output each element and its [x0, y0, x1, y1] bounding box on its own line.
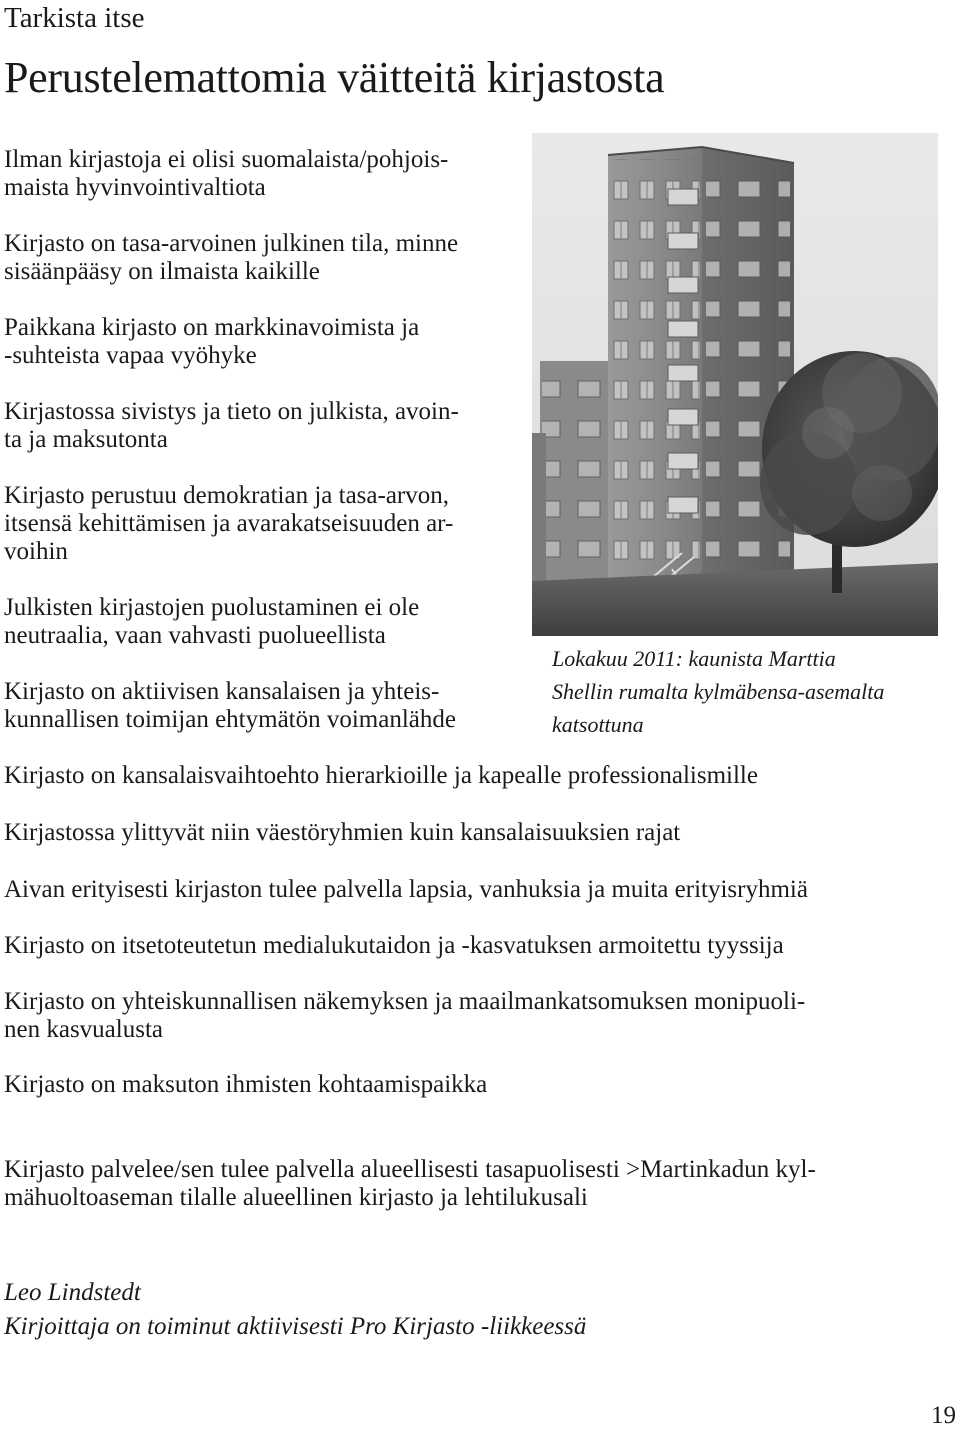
claim-paragraph	[4, 876, 954, 904]
building-photo-image	[532, 133, 938, 636]
claim-line: Kirjasto perustuu demokratian ja tasa-arvon,	[4, 482, 449, 509]
claim-line: maista hyvinvointivaltiota	[4, 174, 266, 201]
claims-left-column	[4, 146, 532, 762]
claim-paragraph	[4, 482, 532, 566]
claim-paragraph	[4, 678, 532, 734]
claim-paragraph	[4, 230, 532, 286]
claim-line: -suhteista vapaa vyöhyke	[4, 342, 257, 369]
claim-paragraph	[4, 1156, 954, 1212]
claim-line: Kirjastossa ylittyvät niin väestöryhmien kuin kansalaisuuksien rajat	[4, 819, 681, 846]
claim-line: nen kasvualusta	[4, 1016, 163, 1043]
claim-line: Kirjasto on itsetoteutetun medialukutaidon ja -kasvatuksen armoitettu tyyssija	[4, 932, 784, 959]
claim-paragraph	[4, 146, 532, 202]
claim-paragraph	[4, 594, 532, 650]
caption-line: katsottuna	[552, 712, 644, 737]
claim-paragraph	[4, 1071, 954, 1099]
claim-line: neutraalia, vaan vahvasti puolueellista	[4, 622, 386, 649]
claim-line: Julkisten kirjastojen puolustaminen ei ole	[4, 594, 420, 621]
claim-line: mähuoltoaseman tilalle alueellinen kirjasto ja lehtilukusali	[4, 1184, 588, 1211]
section-kicker: Tarkista itse	[4, 2, 145, 34]
claim-line: sisäänpääsy on ilmaista kaikille	[4, 258, 320, 285]
page-number: 19	[931, 1402, 956, 1429]
claim-paragraph	[4, 398, 532, 454]
claim-line: ta ja maksutonta	[4, 426, 168, 453]
claim-paragraph	[4, 762, 954, 790]
author-name: Leo Lindstedt	[4, 1279, 141, 1306]
claim-paragraph	[4, 988, 954, 1044]
claim-line: Kirjasto palvelee/sen tulee palvella alueellisesti tasapuolisesti >Martinkadun kyl-	[4, 1156, 816, 1183]
claim-paragraph	[4, 314, 532, 370]
claim-line: Kirjasto on tasa-arvoinen julkinen tila, minne	[4, 230, 459, 257]
claim-line: Paikkana kirjasto on markkinavoimista ja	[4, 314, 420, 341]
claim-paragraph	[4, 819, 954, 847]
claim-line: Aivan erityisesti kirjaston tulee palvella lapsia, vanhuksia ja muita erityisryhmiä	[4, 876, 808, 903]
caption-line: Lokakuu 2011: kaunista Marttia	[552, 646, 836, 671]
claim-line: Kirjasto on aktiivisen kansalaisen ja yhteis-	[4, 678, 440, 705]
claim-line: Kirjasto on maksuton ihmisten kohtaamispaikka	[4, 1071, 488, 1098]
claim-line: Ilman kirjastoja ei olisi suomalaista/pohjois-	[4, 146, 449, 173]
claim-line: Kirjasto on yhteiskunnallisen näkemyksen ja maailmankatsomuksen monipuoli-	[4, 988, 806, 1015]
claim-line: Kirjastossa sivistys ja tieto on julkista, avoin-	[4, 398, 459, 425]
page-title: Perustelemattomia väitteitä kirjastosta	[4, 53, 665, 102]
byline	[4, 1276, 904, 1344]
caption-line: Shellin rumalta kylmäbensa-asemalta	[552, 679, 885, 704]
author-note: Kirjoittaja on toiminut aktiivisesti Pro Kirjasto -liikkeessä	[4, 1313, 587, 1340]
building-photo	[532, 133, 938, 636]
claim-line: itsensä kehittämisen ja avarakatseisuuden ar-	[4, 510, 454, 537]
claim-paragraph	[4, 932, 954, 960]
photo-caption	[552, 642, 952, 741]
claim-line: voihin	[4, 538, 68, 565]
claim-line: kunnallisen toimijan ehtymätön voimanlähde	[4, 706, 456, 733]
claim-line: Kirjasto on kansalaisvaihtoehto hierarkioille ja kapealle professionalismille	[4, 762, 758, 789]
